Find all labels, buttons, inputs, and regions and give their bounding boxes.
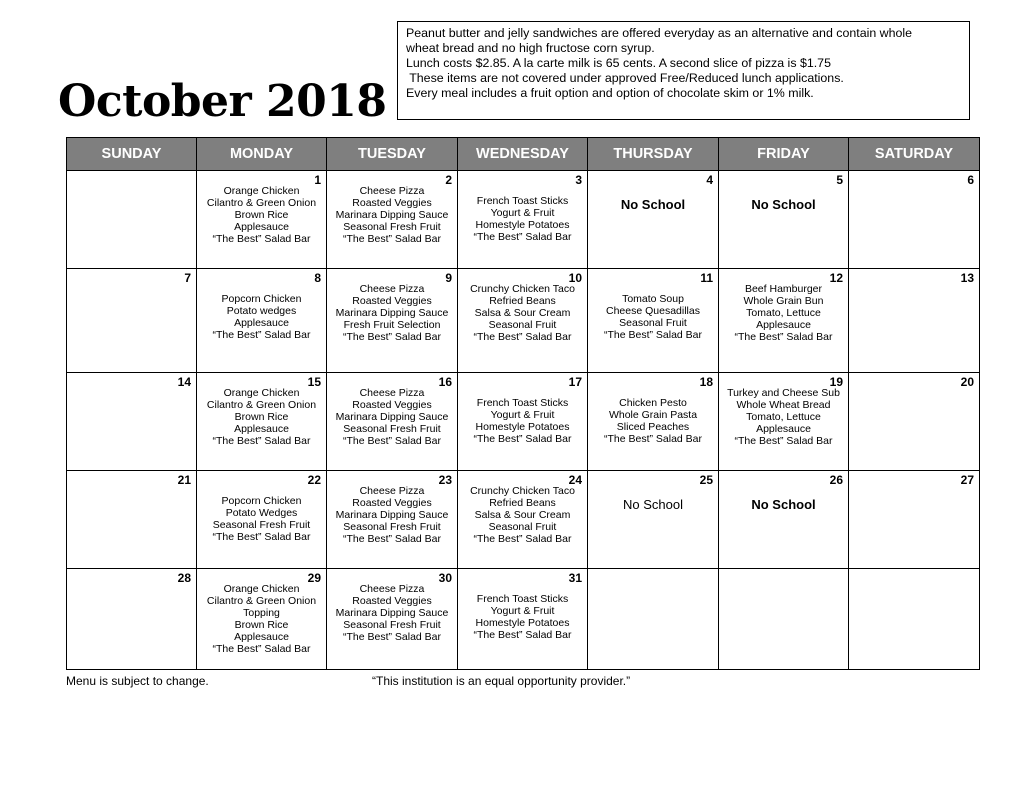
menu-items <box>458 397 587 445</box>
menu-item: Orange Chicken <box>223 583 300 595</box>
menu-item: “The Best” Salad Bar <box>342 331 442 343</box>
weekday-header-sunday: SUNDAY <box>67 138 197 171</box>
day-cell <box>719 171 849 269</box>
day-cell <box>719 569 849 670</box>
weekday-header-monday: MONDAY <box>197 138 327 171</box>
day-cell <box>458 171 588 269</box>
day-number: 25 <box>699 473 713 487</box>
menu-item: Marinara Dipping Sauce <box>335 209 449 221</box>
day-cell <box>458 569 588 670</box>
menu-item: Tomato, Lettuce <box>746 411 821 423</box>
menu-item: “The Best” Salad Bar <box>603 433 703 445</box>
day-number: 27 <box>960 473 974 487</box>
menu-item: “The Best” Salad Bar <box>603 329 703 341</box>
menu-items <box>327 583 457 643</box>
menu-item: Chicken Pesto <box>619 397 687 409</box>
day-number: 19 <box>829 375 843 389</box>
notice-line: wheat bread and no high fructose corn syrup. <box>406 41 655 55</box>
menu-item: Sliced Peaches <box>616 421 690 433</box>
menu-item: Cheese Pizza <box>359 583 425 595</box>
lunch-notice-box <box>397 21 970 120</box>
day-number: 18 <box>699 375 713 389</box>
menu-item: Roasted Veggies <box>352 197 432 209</box>
day-cell <box>588 269 719 373</box>
menu-item: Cheese Pizza <box>359 387 425 399</box>
menu-item: Turkey and Cheese Sub <box>727 387 840 399</box>
menu-items <box>458 485 587 545</box>
menu-item: Brown Rice <box>234 209 289 221</box>
menu-item: Seasonal Fresh Fruit <box>212 519 311 531</box>
day-number: 12 <box>829 271 843 285</box>
menu-item: Salsa & Sour Cream <box>474 509 571 521</box>
weekday-header-tuesday: TUESDAY <box>327 138 458 171</box>
day-cell <box>197 569 327 670</box>
menu-item: French Toast Sticks <box>476 195 569 207</box>
menu-item: Refried Beans <box>489 497 556 509</box>
day-cell <box>588 373 719 471</box>
menu-item: Refried Beans <box>489 295 556 307</box>
week-row <box>67 569 980 670</box>
menu-item: Yogurt & Fruit <box>490 207 555 219</box>
no-school-label: No School <box>620 197 686 212</box>
menu-items <box>719 387 848 447</box>
notice-line: Peanut butter and jelly sandwiches are offered everyday as an alternative and contain whole <box>406 26 913 40</box>
day-number: 21 <box>177 473 191 487</box>
menu-items <box>197 495 326 543</box>
menu-items <box>458 593 587 641</box>
menu-item: French Toast Sticks <box>476 397 569 409</box>
day-cell <box>67 269 197 373</box>
menu-items <box>588 293 718 341</box>
day-number: 31 <box>568 571 582 585</box>
menu-item: Seasonal Fruit <box>488 319 557 331</box>
menu-item: “The Best” Salad Bar <box>734 331 833 343</box>
menu-item: Crunchy Chicken Taco <box>470 485 575 497</box>
menu-item: French Toast Sticks <box>476 593 569 605</box>
menu-item: “The Best” Salad Bar <box>212 329 311 341</box>
menu-item: Orange Chicken <box>223 387 300 399</box>
menu-item: “The Best” Salad Bar <box>734 435 833 447</box>
day-number: 26 <box>829 473 843 487</box>
day-cell <box>849 471 980 569</box>
day-number: 3 <box>575 173 582 187</box>
day-cell <box>67 171 197 269</box>
menu-item: “The Best” Salad Bar <box>212 643 311 655</box>
menu-item: Cheese Quesadillas <box>606 305 700 317</box>
menu-item: Applesauce <box>756 319 811 331</box>
menu-item: Cheese Pizza <box>359 185 425 197</box>
day-number: 28 <box>177 571 191 585</box>
menu-item: “The Best” Salad Bar <box>473 629 572 641</box>
menu-item: Salsa & Sour Cream <box>474 307 571 319</box>
menu-items <box>458 283 587 343</box>
menu-item: Potato wedges <box>226 305 297 317</box>
menu-item: Seasonal Fruit <box>488 521 557 533</box>
menu-items <box>327 185 457 245</box>
notice-line: Every meal includes a fruit option and option of chocolate skim or 1% milk. <box>406 86 814 100</box>
menu-item: Marinara Dipping Sauce <box>335 607 449 619</box>
menu-item: Seasonal Fresh Fruit <box>343 423 441 435</box>
day-number: 22 <box>307 473 321 487</box>
menu-item: Cilantro & Green Onion <box>206 595 317 607</box>
menu-item: Homestyle Potatoes <box>475 617 570 629</box>
menu-item: Cheese Pizza <box>359 283 425 295</box>
weekday-header-row <box>67 138 980 171</box>
menu-item: Topping <box>243 607 280 619</box>
menu-item: Seasonal Fruit <box>619 317 687 329</box>
menu-item: Roasted Veggies <box>352 295 432 307</box>
weekday-header-wednesday: WEDNESDAY <box>458 138 588 171</box>
menu-item: Cheese Pizza <box>359 485 425 497</box>
day-cell <box>458 471 588 569</box>
menu-item: Roasted Veggies <box>352 497 432 509</box>
day-number: 14 <box>177 375 191 389</box>
week-row <box>67 471 980 569</box>
day-cell <box>458 269 588 373</box>
footer-disclaimer: Menu is subject to change. <box>66 674 209 688</box>
day-number: 24 <box>568 473 582 487</box>
menu-items <box>588 397 718 445</box>
menu-item: Tomato Soup <box>622 293 684 305</box>
menu-item: Roasted Veggies <box>352 595 432 607</box>
menu-item: Seasonal Fresh Fruit <box>343 521 441 533</box>
menu-item: Cilantro & Green Onion <box>206 197 317 209</box>
menu-item: “The Best” Salad Bar <box>473 433 572 445</box>
menu-item: Seasonal Fresh Fruit <box>343 221 441 233</box>
week-row <box>67 171 980 269</box>
day-cell <box>327 471 458 569</box>
day-number: 15 <box>307 375 321 389</box>
menu-item: “The Best” Salad Bar <box>342 233 442 245</box>
menu-calendar <box>66 137 980 670</box>
menu-item: Roasted Veggies <box>352 399 432 411</box>
day-cell <box>327 171 458 269</box>
day-number <box>67 171 196 185</box>
day-cell <box>197 269 327 373</box>
day-number: 9 <box>445 271 452 285</box>
day-number: 10 <box>568 271 582 285</box>
day-number: 17 <box>568 375 582 389</box>
menu-item: Whole Grain Bun <box>743 295 824 307</box>
menu-item: Beef Hamburger <box>744 283 823 295</box>
day-cell <box>719 269 849 373</box>
day-cell <box>197 171 327 269</box>
day-number: 23 <box>438 473 452 487</box>
day-cell <box>67 373 197 471</box>
menu-item: “The Best” Salad Bar <box>342 533 442 545</box>
notice-line: Lunch costs $2.85. A la carte milk is 65 cents. A second slice of pizza is $1.75 <box>406 56 831 70</box>
menu-item: Potato Wedges <box>225 507 298 519</box>
menu-items <box>458 195 587 243</box>
day-cell <box>849 569 980 670</box>
menu-item: Applesauce <box>234 221 289 233</box>
menu-item: Brown Rice <box>234 411 289 423</box>
menu-item: Tomato, Lettuce <box>746 307 821 319</box>
day-number: 11 <box>700 271 713 285</box>
menu-items <box>327 283 457 343</box>
day-number <box>849 569 979 583</box>
week-row <box>67 373 980 471</box>
menu-item: Fresh Fruit Selection <box>343 319 441 331</box>
menu-item: Whole Wheat Bread <box>736 399 831 411</box>
day-cell <box>849 171 980 269</box>
menu-item: Yogurt & Fruit <box>490 605 555 617</box>
notice-line: These items are not covered under approved Free/Reduced lunch applications. <box>406 71 844 85</box>
menu-item: “The Best” Salad Bar <box>342 435 442 447</box>
menu-item: Yogurt & Fruit <box>490 409 555 421</box>
day-number: 1 <box>314 173 321 187</box>
menu-items <box>197 293 326 341</box>
menu-item: “The Best” Salad Bar <box>212 531 311 543</box>
menu-item: Crunchy Chicken Taco <box>470 283 575 295</box>
menu-item: Marinara Dipping Sauce <box>335 307 449 319</box>
menu-item: Whole Grain Pasta <box>608 409 698 421</box>
day-cell <box>197 471 327 569</box>
menu-item: Homestyle Potatoes <box>475 421 570 433</box>
menu-items <box>327 485 457 545</box>
no-school-label: No School <box>623 497 683 512</box>
day-cell <box>67 471 197 569</box>
menu-item: “The Best” Salad Bar <box>473 331 572 343</box>
menu-item: Marinara Dipping Sauce <box>335 509 449 521</box>
menu-item: Marinara Dipping Sauce <box>335 411 449 423</box>
day-number: 8 <box>314 271 321 285</box>
day-cell <box>849 373 980 471</box>
week-row <box>67 269 980 373</box>
day-number <box>719 569 848 583</box>
day-number: 2 <box>445 173 452 187</box>
day-number: 5 <box>836 173 843 187</box>
menu-item: Applesauce <box>234 317 289 329</box>
day-number: 13 <box>960 271 974 285</box>
menu-item: Brown Rice <box>234 619 289 631</box>
no-school-label: No School <box>751 197 816 212</box>
menu-item: Popcorn Chicken <box>221 495 302 507</box>
day-cell <box>849 269 980 373</box>
menu-item: “The Best” Salad Bar <box>473 231 572 243</box>
page-title: October 2018 <box>58 76 387 127</box>
menu-items <box>197 583 326 655</box>
calendar-body <box>67 171 980 670</box>
menu-item: “The Best” Salad Bar <box>342 631 442 643</box>
menu-item: Applesauce <box>756 423 811 435</box>
weekday-header-friday: FRIDAY <box>719 138 849 171</box>
day-cell <box>719 373 849 471</box>
menu-items <box>197 387 326 447</box>
no-school-label: No School <box>751 497 816 512</box>
footer-equal-opportunity: “This institution is an equal opportunity provider.” <box>372 674 631 688</box>
menu-item: Applesauce <box>234 423 289 435</box>
day-cell <box>719 471 849 569</box>
menu-items <box>197 185 326 245</box>
day-number: 30 <box>438 571 452 585</box>
menu-item: Popcorn Chicken <box>221 293 302 305</box>
day-cell <box>67 569 197 670</box>
menu-item: “The Best” Salad Bar <box>473 533 572 545</box>
day-number: 6 <box>967 173 974 187</box>
menu-items <box>719 283 848 343</box>
menu-item: “The Best” Salad Bar <box>212 435 311 447</box>
menu-item: “The Best” Salad Bar <box>212 233 311 245</box>
day-number: 7 <box>184 271 191 285</box>
day-cell <box>588 471 719 569</box>
menu-item: Homestyle Potatoes <box>475 219 570 231</box>
day-cell <box>458 373 588 471</box>
day-cell <box>327 373 458 471</box>
day-cell <box>327 569 458 670</box>
day-cell <box>588 171 719 269</box>
menu-item: Orange Chicken <box>223 185 300 197</box>
day-cell <box>588 569 719 670</box>
menu-items <box>327 387 457 447</box>
day-number: 20 <box>960 375 974 389</box>
day-number: 4 <box>706 173 713 187</box>
menu-item: Cilantro & Green Onion <box>206 399 317 411</box>
day-cell <box>327 269 458 373</box>
menu-item: Applesauce <box>234 631 289 643</box>
day-number <box>588 569 718 583</box>
day-number: 29 <box>307 571 321 585</box>
weekday-header-thursday: THURSDAY <box>588 138 719 171</box>
day-number: 16 <box>438 375 452 389</box>
menu-item: Seasonal Fresh Fruit <box>343 619 441 631</box>
day-cell <box>197 373 327 471</box>
weekday-header-saturday: SATURDAY <box>849 138 980 171</box>
